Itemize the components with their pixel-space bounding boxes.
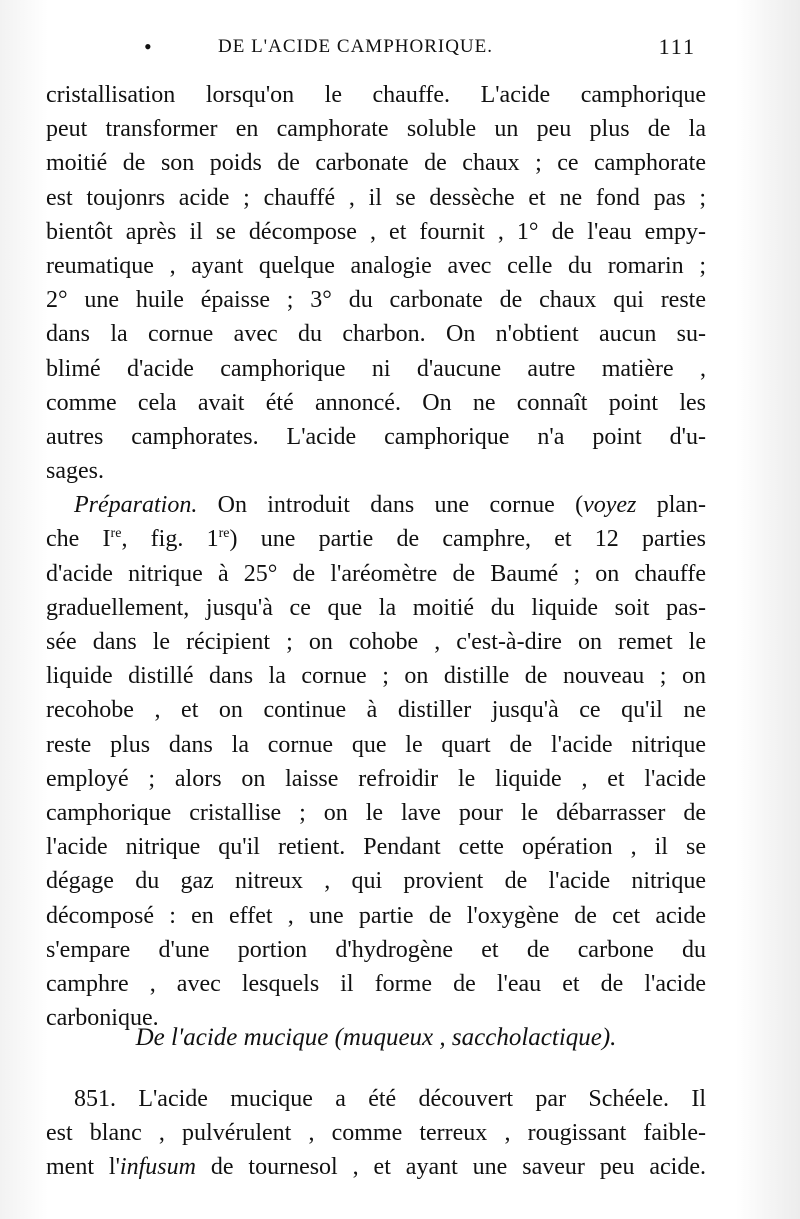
text-fragment: On introduit dans une cornue ( bbox=[197, 492, 584, 519]
text-line: 851. L'acide mucique a été découvert par Schéele. Il bbox=[74, 1086, 706, 1112]
text-line: dégage du gaz nitreux , qui provient de l'acide nitrique bbox=[46, 868, 706, 895]
text-line: camphre , avec lesquels il forme de l'eau et de l'acide bbox=[46, 970, 706, 997]
text-fragment: ) une partie de camphre, et 12 parties bbox=[229, 526, 707, 553]
text-line: décomposé : en effet , une partie de l'oxygène de cet acide bbox=[46, 902, 706, 929]
text-line: est toujonrs acide ; chauffé , il se dessèche et ne fond pas ; bbox=[46, 184, 706, 211]
text-fragment: de tournesol , et ayant une saveur peu acide. bbox=[195, 1154, 706, 1181]
text-line: camphorique cristallise ; on le lave pour le débarrasser de bbox=[46, 799, 706, 826]
text-line: cristallisation lorsqu'on le chauffe. L'acide camphorique bbox=[46, 82, 706, 108]
text-line: sages. bbox=[46, 458, 104, 485]
text-fragment: ment l' bbox=[46, 1154, 120, 1181]
text-line: graduellement, jusqu'à ce que la moitié du liquide soit pas- bbox=[46, 594, 706, 621]
preparation-label: Préparation. bbox=[74, 492, 198, 519]
text-fragment: plan- bbox=[636, 492, 707, 519]
text-fragment: che I bbox=[46, 526, 111, 553]
text-line: autres camphorates. L'acide camphorique n'a point d'u- bbox=[46, 423, 706, 450]
text-line bbox=[46, 488, 706, 522]
text-line: dans la cornue avec du charbon. On n'obtient aucun su- bbox=[46, 321, 706, 348]
preparation-paragraph bbox=[46, 488, 706, 1035]
text-line: recohobe , et on continue à distiller jusqu'à ce qu'il ne bbox=[46, 697, 706, 724]
voyez-italic: voyez bbox=[583, 492, 637, 519]
text-line: reste plus dans la cornue que le quart de l'acide nitrique bbox=[46, 731, 706, 758]
paragraph-continuation bbox=[46, 78, 706, 488]
text-line: bientôt après il se décompose , et fournit , 1° de l'eau empy- bbox=[46, 218, 706, 245]
page-number: 111 bbox=[658, 34, 696, 59]
superscript: re bbox=[218, 526, 230, 542]
section-heading: De l'acide mucique (muqueux , saccholactique). bbox=[135, 1024, 617, 1051]
running-title: DE L'ACIDE CAMPHORIQUE. bbox=[218, 36, 494, 57]
page-header bbox=[0, 32, 800, 62]
text-line: est blanc , pulvérulent , comme terreux , rougissant faible- bbox=[46, 1120, 706, 1147]
text-line: d'acide nitrique à 25° de l'aréomètre de Baumé ; on chauffe bbox=[46, 560, 706, 587]
header-mark: • bbox=[144, 34, 152, 59]
text-line: 2° une huile épaisse ; 3° du carbonate de chaux qui reste bbox=[46, 287, 706, 314]
superscript: re bbox=[110, 526, 122, 542]
text-line: comme cela avait été annoncé. On ne connaît point les bbox=[46, 389, 706, 416]
text-line: moitié de son poids de carbonate de chaux ; ce camphorate bbox=[46, 150, 706, 177]
text-line: s'empare d'une portion d'hydrogène et de carbone du bbox=[46, 936, 706, 963]
text-line: carbonique. bbox=[46, 1005, 159, 1032]
text-fragment: , fig. 1 bbox=[121, 526, 219, 553]
text-line bbox=[46, 522, 706, 556]
infusum-italic: infusum bbox=[119, 1154, 196, 1181]
text-line bbox=[46, 1150, 706, 1184]
text-line: sée dans le récipient ; on cohobe , c'est-à-dire on remet le bbox=[46, 629, 706, 655]
text-line: peut transformer en camphorate soluble un peu plus de la bbox=[46, 116, 706, 143]
text-line: employé ; alors on laisse refroidir le liquide , et l'acide bbox=[46, 765, 706, 792]
text-line: liquide distillé dans la cornue ; on distille de nouveau ; on bbox=[46, 663, 706, 690]
paragraph-851 bbox=[46, 1082, 706, 1185]
text-line: reumatique , ayant quelque analogie avec celle du romarin ; bbox=[46, 252, 706, 279]
body-text bbox=[46, 78, 706, 1035]
text-line: blimé d'acide camphorique ni d'aucune autre matière , bbox=[46, 355, 706, 382]
text-line: l'acide nitrique qu'il retient. Pendant cette opération , il se bbox=[46, 834, 706, 861]
